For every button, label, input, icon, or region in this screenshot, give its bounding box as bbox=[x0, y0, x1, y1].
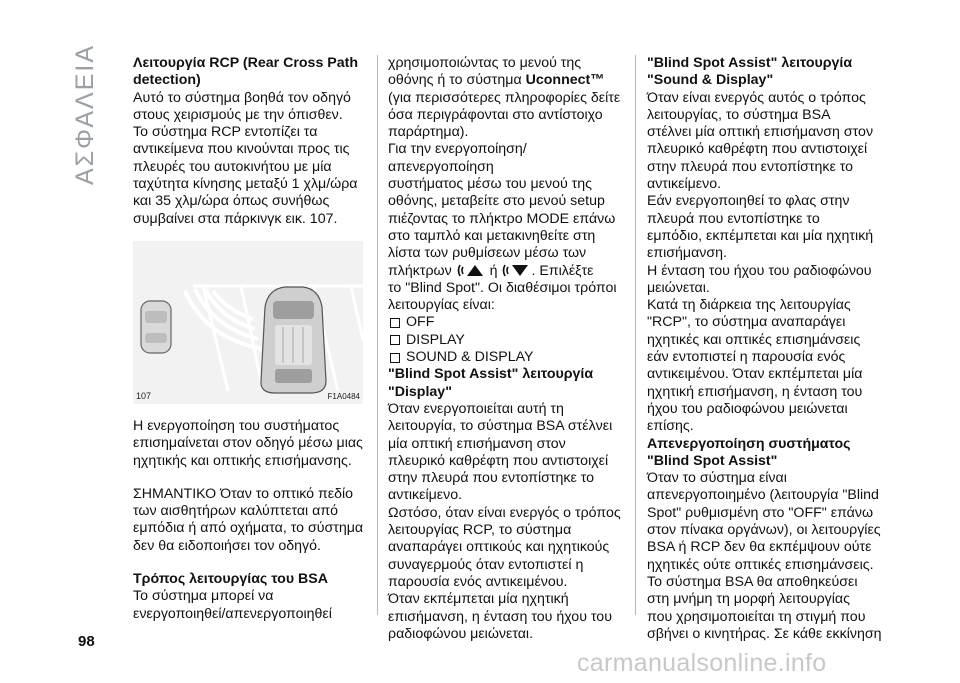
paragraph-line: στους χειρισμούς με την όπισθεν. bbox=[133, 106, 343, 123]
paragraph-line: λειτουργίας RCP, το σύστημα bbox=[388, 522, 572, 539]
paragraph-line: λειτουργίας είναι: bbox=[388, 297, 495, 314]
checkbox-icon bbox=[390, 353, 400, 363]
paragraph-line: μειώνεται. bbox=[647, 279, 710, 296]
paragraph-line: στον πίνακα οργάνων), οι λειτουργίες bbox=[647, 522, 881, 539]
paragraph-line: πιέζοντας το πλήκτρο MODE επάνω bbox=[388, 210, 616, 227]
passing-car-icon bbox=[141, 301, 171, 353]
paragraph-line: Το σύστημα μπορεί να bbox=[133, 588, 274, 605]
paragraph-line: ραδιοφώνου μειώνεται. bbox=[388, 625, 534, 642]
parking-lot-illustration bbox=[133, 241, 363, 404]
paragraph-line: αντικειμένου. Όταν εκπέμπεται μία bbox=[647, 366, 863, 383]
paragraph-line: το "Blind Spot". Οι διαθέσιμοι τρόποι bbox=[388, 279, 617, 296]
text-column-1 bbox=[133, 55, 365, 623]
text-column-3 bbox=[647, 55, 885, 643]
paragraph-line: πλευρές του αυτοκινήτου με μία bbox=[133, 158, 332, 175]
section-heading-deactivation: "Blind Spot Assist" bbox=[647, 452, 778, 469]
section-heading-bsa-mode: Τρόπος λειτουργίας του BSA bbox=[133, 571, 329, 588]
paragraph-line: επισημαίνεται στον οδηγό μέσω μιας bbox=[133, 435, 363, 452]
section-heading-rcp: Λειτουργία RCP (Rear Cross Path bbox=[133, 55, 359, 71]
paragraph-line: όσα περιγράφονται στο αντίστοιχο bbox=[388, 106, 603, 123]
text-column-2 bbox=[388, 55, 622, 643]
column-divider bbox=[635, 55, 636, 615]
checkbox-icon bbox=[390, 318, 400, 328]
paragraph-line: στη μνήμη τη μορφή λειτουργίας bbox=[647, 591, 850, 608]
paragraph-line: Για την ενεργοποίηση/απενεργοποίηση bbox=[388, 141, 527, 175]
paragraph-line: χρησιμοποιώντας το μενού της bbox=[388, 55, 582, 71]
paragraph-line: απενεργοποιημένο (λειτουργία "Blind bbox=[647, 487, 879, 504]
paragraph-line: ενεργοποιηθεί/απενεργοποιηθεί bbox=[133, 605, 332, 622]
paragraph-line: επισήμανση, η ένταση του ήχου του bbox=[388, 608, 612, 625]
section-heading-display: "Blind Spot Assist" λειτουργία bbox=[388, 366, 594, 383]
paragraph-line: επίσης. bbox=[647, 418, 694, 435]
paragraph-line: ηχητική επισήμανση, η ένταση του bbox=[647, 383, 863, 400]
section-heading-rcp: detection) bbox=[133, 72, 201, 89]
paragraph-line: ηχητικές ούτε οπτικές επισημάνσεις. bbox=[647, 556, 874, 573]
paragraph-line: Το σύστημα RCP εντοπίζει τα bbox=[133, 124, 318, 141]
paragraph-line: Κατά τη διάρκεια της λειτουργίας bbox=[647, 297, 851, 314]
paragraph-line: αντικείμενο. bbox=[388, 487, 463, 504]
paragraph-line: αντικείμενο. bbox=[647, 176, 722, 193]
paragraph-line: πλευρά που εντοπίστηκε το bbox=[647, 210, 820, 227]
paragraph-line: συμβαίνει στα πάρκινγκ εικ. 107. bbox=[133, 210, 338, 227]
paragraph-line: ηχητικής και οπτικής επισήμανσης. bbox=[133, 452, 352, 469]
paragraph-line: Η ένταση του ήχου του ραδιοφώνου bbox=[647, 262, 872, 279]
paragraph-line: πλήκτρων ή . Επιλέξτε bbox=[388, 262, 594, 279]
paragraph-line: στην πλευρά που εντοπίστηκε το bbox=[647, 158, 854, 175]
rcp-figure bbox=[133, 241, 363, 404]
steering-up-button-icon bbox=[456, 263, 486, 278]
paragraph-line: στέλνει μία οπτική επισήμανση στον bbox=[647, 124, 874, 141]
paragraph-line: εμπόδιο, εκπέμπεται και μία ηχητική bbox=[647, 227, 874, 244]
paragraph-line: Όταν το σύστημα είναι bbox=[647, 470, 787, 487]
paragraph-line: Όταν ενεργοποιείται αυτή τη bbox=[388, 400, 564, 417]
section-heading-sound-display: "Blind Spot Assist" λειτουργία bbox=[647, 55, 853, 71]
uconnect-label: Uconnect™ bbox=[525, 72, 605, 89]
option-off: OFF bbox=[388, 314, 622, 331]
paragraph-line: παράρτημα). bbox=[388, 124, 469, 141]
watermark: carmanualsonline.info bbox=[577, 649, 827, 677]
paragraph-line: αντικείμενα που κινούνται προς τις bbox=[133, 141, 350, 158]
paragraph-line: πλευρικό καθρέφτη που αντιστοιχεί bbox=[647, 141, 868, 158]
paragraph-line: Spot" ρυθμισμένη στο "OFF" επάνω bbox=[647, 504, 874, 521]
paragraph-line: οθόνης ή το σύστημα Uconnect™ bbox=[388, 72, 605, 89]
paragraph-line: και 35 χλμ/ώρα όπως συνήθως bbox=[133, 193, 330, 210]
important-note: εμπόδια ή από οχήματα, το σύστημα bbox=[133, 520, 364, 537]
paragraph-line: Εάν ενεργοποιηθεί το φλας στην bbox=[647, 193, 850, 210]
figure-number: 107 bbox=[136, 390, 152, 401]
paragraph-line: οθόνης, μεταβείτε στο μενού setup bbox=[388, 193, 605, 210]
column-divider bbox=[377, 55, 378, 615]
page-number: 98 bbox=[78, 633, 95, 650]
steering-down-button-icon bbox=[501, 263, 531, 278]
paragraph-line: ηχητικές και οπτικές επισημάνσεις bbox=[647, 331, 861, 348]
paragraph-line: BSA ή RCP δεν θα εκπέμψουν ούτε bbox=[647, 539, 872, 556]
paragraph-line: πλευρικό καθρέφτη που αντιστοιχεί bbox=[388, 452, 609, 469]
paragraph-line: στο ταμπλό και μετακινηθείτε στη bbox=[388, 227, 596, 244]
section-heading-deactivation: Απενεργοποίηση συστήματος bbox=[647, 435, 851, 452]
paragraph-line: σβήνει ο κινητήρας. Σε κάθε εκκίνηση bbox=[647, 625, 882, 642]
reversing-car-icon bbox=[261, 287, 326, 393]
important-note: ΣΗΜΑΝΤΙΚΟ Όταν το οπτικό πεδίο bbox=[133, 485, 354, 502]
option-display: DISPLAY bbox=[388, 332, 622, 349]
section-heading-display: "Display" bbox=[388, 383, 452, 400]
paragraph-line: Όταν είναι ενεργός αυτός ο τρόπος bbox=[647, 89, 866, 106]
paragraph-line: Ωστόσο, όταν είναι ενεργός ο τρόπος bbox=[388, 504, 621, 521]
important-note: των αισθητήρων καλύπτεται από bbox=[133, 503, 339, 520]
paragraph-line: λίστα των ρυθμίσεων μέσω των bbox=[388, 245, 587, 262]
paragraph-line: ήχου του ραδιοφώνου μειώνεται bbox=[647, 400, 848, 417]
paragraph-line: μία οπτική επισήμανση στον bbox=[388, 435, 566, 452]
paragraph-line: εάν εντοπιστεί η παρουσία ενός bbox=[647, 349, 846, 366]
paragraph-line: αναπαράγει οπτικούς και ηχητικούς bbox=[388, 539, 610, 556]
paragraph-line: ταχύτητα κίνησης μεταξύ 1 χλμ/ώρα bbox=[133, 176, 358, 193]
paragraph-line: (για περισσότερες πληροφορίες δείτε bbox=[388, 89, 621, 106]
paragraph-line: Το σύστημα BSA θα αποθηκεύσει bbox=[647, 573, 858, 590]
paragraph-line: συστήματος μέσω του μενού της bbox=[388, 176, 593, 193]
paragraph-line: Η ενεργοποίηση του συστήματος bbox=[133, 417, 340, 434]
section-heading-sound-display: "Sound & Display" bbox=[647, 72, 774, 89]
paragraph-line: που χρησιμοποιείται τη στιγμή που bbox=[647, 608, 866, 625]
paragraph-line: "RCP", το σύστημα αναπαράγει bbox=[647, 314, 846, 331]
figure-code: F1A0484 bbox=[327, 391, 360, 401]
important-note: δεν θα ειδοποιήσει τον οδηγό. bbox=[133, 537, 321, 554]
checkbox-icon bbox=[390, 335, 400, 345]
paragraph-line: παρουσία ενός αντικειμένου. bbox=[388, 573, 568, 590]
paragraph-line: στην πλευρά που εντοπίστηκε το bbox=[388, 470, 595, 487]
paragraph-line: Αυτό το σύστημα βοηθά τον οδηγό bbox=[133, 89, 351, 106]
paragraph-line: επισήμανση. bbox=[647, 245, 727, 262]
option-sound-display: SOUND & DISPLAY bbox=[388, 349, 622, 366]
paragraph-line: λειτουργία, το σύστημα BSA στέλνει bbox=[388, 418, 613, 435]
paragraph-line: Όταν εκπέμπεται μία ηχητική bbox=[388, 591, 569, 608]
paragraph-line: λειτουργίας, το σύστημα BSA bbox=[647, 106, 831, 123]
section-side-tab: ΑΣΦΑΛΕΙΑ bbox=[71, 43, 100, 185]
paragraph-line: συναγερμούς όταν εντοπιστεί η bbox=[388, 556, 584, 573]
